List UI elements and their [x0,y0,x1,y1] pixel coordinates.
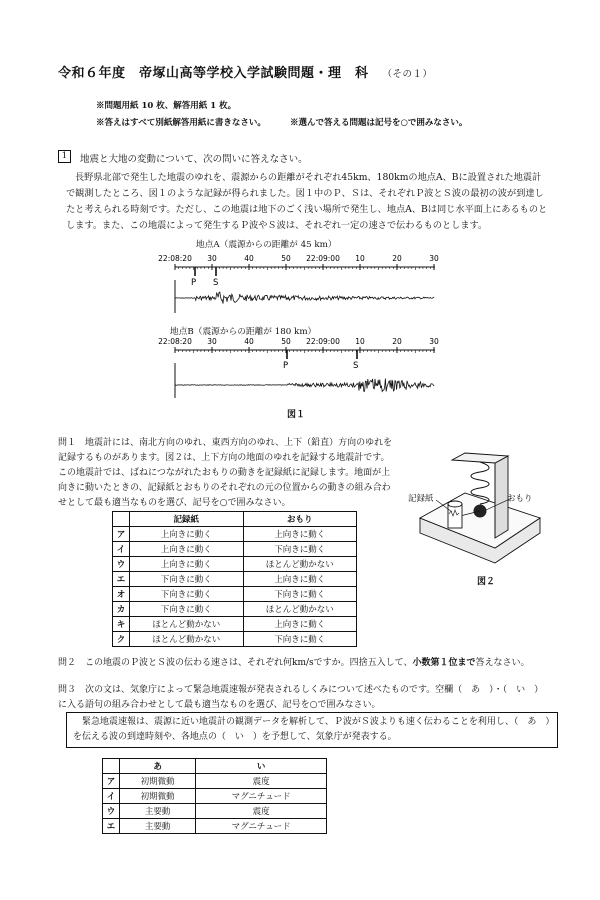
note-line-2b: ※選んで答える問題は記号を○で囲みなさい。 [290,118,468,128]
q1-header-key [113,512,130,527]
q3-row [103,774,327,789]
question-intro-paragraph: 長野県北部で発生した地震のゆれを、震源からの距離がそれぞれ45km、180kmの地点A、Bに設置された地震計で観測したところ、図１のような記録が得られました。図１中のＰ、Ｓは、それぞれＰ波とＳ波の最初の波が到達したと考えられる時刻です。ただし、この地震は地下のごく浅い場所で発生し、地点A、Bは同じ水平面上にあるものとします。また、この地震によって発生するＰ波やＳ波は、それぞれ一定の速さで伝わるものとします。 [66,172,548,231]
station-a-tick-label: 30 [429,254,439,263]
q3-cell-col2: マグニチュード [196,789,327,804]
exam-part-label: （その１） [382,69,433,80]
station-b-s-marker: S [353,361,359,371]
station-a-s-marker: S [213,278,219,288]
q1-cell-col2: 下向きに動く [243,542,357,557]
q1-cell-col2: ほとんど動かない [243,602,357,617]
station-b-tick-label: 22:08:20 [158,337,192,346]
q2-text: この地震のＰ波とＳ波の伝わる速さは、それぞれ何km/sですか。四捨五入して、 [85,658,413,668]
q1-block [58,436,393,511]
question-number-box: 1 [58,150,71,163]
q1-row [113,632,357,647]
q1-cell-key[interactable]: キ [113,617,130,632]
q3-header-a: あ [120,759,196,774]
figure2-caption: 図２ [477,577,496,587]
q2-text-end: 答えなさい。 [475,658,530,668]
figure2-seismometer [400,438,550,583]
q3-header-key [103,759,120,774]
q1-cell-key[interactable]: カ [113,602,130,617]
q1-row [113,587,357,602]
note-line-2a: ※答えはすべて別紙解答用紙に書きなさい。 [96,118,266,128]
figure2-label-paper: 記録紙 [408,494,434,504]
figure2-label-weight: おもり [507,494,533,504]
q1-cell-col1: 下向きに動く [130,587,244,602]
q1-cell-col2: 上向きに動く [243,527,357,542]
q1-cell-col1: 上向きに動く [130,527,244,542]
station-a-tick-label: 30 [207,254,217,263]
station-b-tick-label: 10 [355,337,365,346]
station-a-tick-label: 22:08:20 [158,254,192,263]
q3-cell-col1: 主要動 [120,804,196,819]
q1-cell-key[interactable]: ウ [113,557,130,572]
q3-cell-key[interactable]: ア [103,774,120,789]
q1-label: 問１ [58,438,77,448]
q1-table-header [113,512,357,527]
station-a-tick-label: 22:09:00 [306,254,340,263]
q1-cell-key[interactable]: オ [113,587,130,602]
q1-text: 地震計には、南北方向のゆれ、東西方向のゆれ、上下（鉛直）方向のゆれを記録するものがあります。図２は、上下方向の地面のゆれを記録する地震計です。この地震計では、ばねにつながれたおもりの動きを記録紙に記録します。地面が上向きに動いたときの、記録紙とおもりのそれぞれの元の位置からの動きの組み合わせとして最も適当なものを選び、記号を○で囲みなさい。 [58,438,393,508]
exam-title [58,62,433,81]
q1-cell-col2: 下向きに動く [243,632,357,647]
q1-cell-col1: ほとんど動かない [130,617,244,632]
station-b-tick-label: 50 [281,337,291,346]
q3-row [103,789,327,804]
q3-label: 問３ [58,685,77,695]
q1-cell-col2: 上向きに動く [243,617,357,632]
q1-cell-col1: 上向きに動く [130,542,244,557]
q2-label: 問２ [58,658,77,668]
figure1-seismograms [150,250,450,415]
q3-text: 次の文は、気象庁によって緊急地震速報が発表されるしくみについて述べたものです。空欄（ あ ）・（ い ）に入る語句の組み合わせとして最も適当なものを選び、記号を○で囲みなさい。 [58,685,544,710]
q3-block [58,683,550,713]
station-a-time-axis [158,254,439,270]
q3-cell-col2: 震度 [196,774,327,789]
exam-title-text: 令和６年度 帝塚山高等学校入学試験問題・理 科 [58,66,369,81]
q1-cell-col2: ほとんど動かない [243,557,357,572]
station-b-label: 地点B（震源からの距離が 180 km） [170,327,317,337]
station-a-label: 地点A（震源からの距離が 45 km） [196,240,337,250]
q1-cell-col1: 下向きに動く [130,602,244,617]
q1-cell-col1: 上向きに動く [130,557,244,572]
station-a-tick-label: 40 [244,254,254,263]
q3-statement-box: 緊急地震速報は、震源に近い地震計の観測データを解析して、Ｐ波がＳ波よりも速く伝わることを利用し、（ あ ）を伝える波の到達時刻や、各地点の（ い ）を予想して、気象庁が発表する。 [66,712,558,748]
q1-cell-key[interactable]: イ [113,542,130,557]
station-b-waveform [175,379,434,392]
station-b-tick-label: 30 [429,337,439,346]
q1-row [113,602,357,617]
q1-choice-table [112,511,357,647]
station-b-p-marker: P [283,361,289,371]
station-a-tick-label: 10 [355,254,365,263]
q3-row [103,819,327,834]
q1-cell-key[interactable]: ア [113,527,130,542]
q1-row [113,542,357,557]
q1-header-paper: 記録紙 [130,512,244,527]
q3-cell-col2: マグニチュード [196,819,327,834]
q3-cell-col1: 初期微動 [120,774,196,789]
question-heading: 地震と大地の変動について、次の問いに答えなさい。 [80,154,308,165]
q1-row [113,572,357,587]
station-a-waveform [175,292,434,304]
q2-emphasis: 小数第１位まで [412,658,476,668]
station-b-tick-label: 30 [207,337,217,346]
note-line-1: ※問題用紙 10 枚、解答用紙 1 枚。 [96,101,237,111]
station-a-p-marker: P [191,278,197,288]
q1-cell-col2: 上向きに動く [243,572,357,587]
q3-cell-col1: 初期微動 [120,789,196,804]
station-a-tick-label: 50 [281,254,291,263]
q1-cell-key[interactable]: エ [113,572,130,587]
q1-header-weight: おもり [243,512,357,527]
q3-cell-key[interactable]: イ [103,789,120,804]
station-a-tick-label: 20 [392,254,402,263]
q3-choice-table [102,758,327,834]
recording-drum-icon [448,504,462,528]
q2-block [58,656,558,671]
q1-row [113,617,357,632]
q3-row [103,804,327,819]
q1-cell-col2: 下向きに動く [243,587,357,602]
q1-cell-col1: 下向きに動く [130,572,244,587]
q3-table-header [103,759,327,774]
station-b-tick-label: 20 [392,337,402,346]
q3-cell-col1: 主要動 [120,819,196,834]
q3-header-i: い [196,759,327,774]
figure1-caption: 図１ [287,410,306,420]
q3-cell-col2: 震度 [196,804,327,819]
q1-cell-key[interactable]: ク [113,632,130,647]
q3-cell-key[interactable]: ウ [103,804,120,819]
station-b-tick-label: 22:09:00 [306,337,340,346]
station-b-time-axis [158,337,439,353]
q1-row [113,527,357,542]
q3-cell-key[interactable]: エ [103,819,120,834]
station-b-tick-label: 40 [244,337,254,346]
q1-row [113,557,357,572]
q1-cell-col1: ほとんど動かない [130,632,244,647]
